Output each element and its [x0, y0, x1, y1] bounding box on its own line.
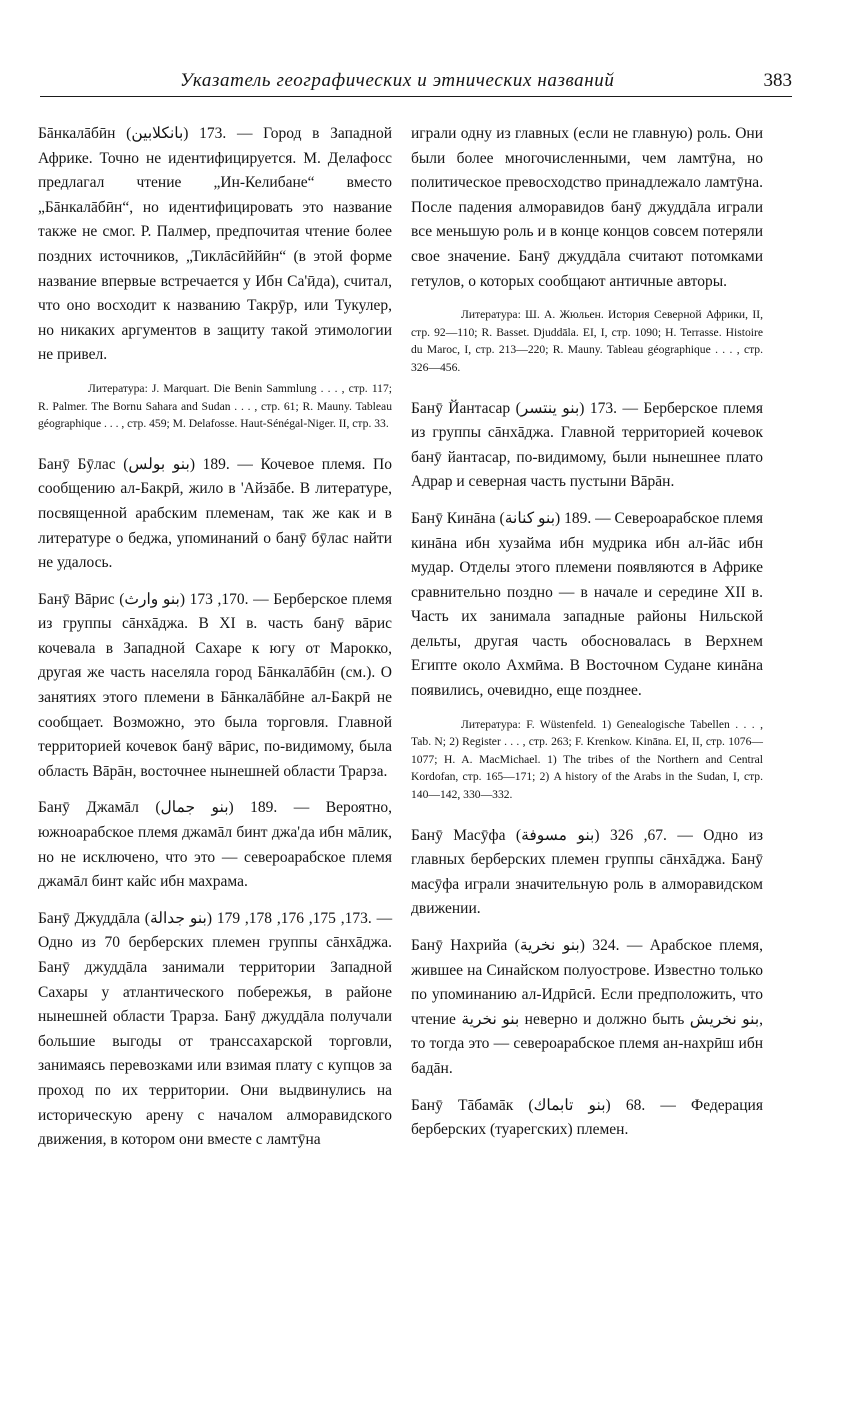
left-column	[38, 122, 392, 1165]
entry-banu-yantasar: Банӯ Йантасар (بنو ينتسر) 173. — Берберское племя из группы сāнхāджа. Главной территорией кочевок банӯ йантасар, по-видимому, были нынешнее плато Адрар и северная часть пустыни Вāрāн.	[411, 399, 763, 491]
entry-banu-nahriyya: Банӯ Нахрийа (بنو نخرية) 324. — Арабское племя, жившее на Синайском полуострове. Известно только по упоминанию ал-Идрӣсӣ. Если предположить, что чтение بنو نخرية неверно и должно быть بنو نخريش, то тогда это — североарабское племя ан-нахрӣш ибн бадāн.	[411, 937, 764, 1077]
right-column	[411, 122, 763, 1155]
literature-juddala: Литература: Ш. А. Жюльен. История Северной Африки, II, стр. 92—110; R. Basset. Djuddāla. EI, I, стр. 1090; H. Terrasse. Histoire du Maroc, I, стр. 213—220; R. Mauny. Tableau géographique . . . , стр. 326—456.	[411, 308, 763, 374]
entry-banu-masufa: Банӯ Масӯфа (بنو مسوفة) 67, 326. — Одно из главных берберских племен группы сāнхāджа. Банӯ масӯфа играли значительную роль в алморавидском движении.	[411, 826, 764, 918]
literature-bankalabin: Литература: J. Marquart. Die Benin Sammlung . . . , стр. 117; R. Palmer. The Bornu Sahara and Sudan . . . , стр. 61; R. Mauny. Tableau géographique . . . , стр. 459; M. Delafosse. Haut-Sénégal-Niger. II, стр. 33.	[38, 381, 392, 431]
entry-banu-jamal: Банӯ Джамāл (بنو جمال) 189. — Вероятно, южноарабское племя джамāл бинт джа'да ибн мāлик, но не исключено, что это — североарабское племя джамāл бинт кайс ибн махрама.	[38, 799, 392, 891]
entry-bankalabin: Бāнкалāбӣн (بانكلابين) 173. — Город в Западной Африке. Точно не идентифицируется. М. Делафосс предлагал чтение „Ин-Келибане“ вместо „Бāнкалāбӣн“, но идентифицировать это название также не смог. Р. Палмер, предпочитая чтение более поздних источников, „Тиклāсӣййӣн“ (в этой форме название впервые встречается у Ибн Са'ӣда), считал, что оно восходит к названию Такрӯр, или Тукулер, но никаких аргументов в защиту такой этимологии не привел.	[38, 125, 393, 364]
entry-banu-bulas: Банӯ Бӯлас (بنو بولس) 189. — Кочевое племя. По сообщению ал-Бакрӣ, жило в 'Айзāбе. В литературе, посвященной арабским племенам, так же как и в литературе о беджа, упоминаний о банӯ бӯлас найти не удалось.	[38, 455, 392, 572]
entry-banu-juddala: Банӯ Джуддāла (بنو جدالة) 173, 175, 176, 178, 179. — Одно из 70 берберских племен группы сāнхāджа. Банӯ джуддāла занимали территории Западной Сахары у атлантического побережья, в районе нынешней области Трарза. Банӯ джуддāла получали большие выгоды от транссахарской торговли, занимаясь перевозками или взимая плату с купцов за проход по их территории. Они выдвинулись на историческую арену с началом алморавидского движения, в котором они вместе с ламтӯна	[38, 909, 393, 1149]
literature-kinana: Литература: F. Wüstenfeld. 1) Genealogische Tabellen . . . , Tab. N; 2) Register . . . , стр. 263; F. Krenkow. Kināna. EI, II, стр. 1076—1077; H. A. MacMichael. 1) The tribes of the Northern and Central Kordofan, стр. 165—171; 2) A history of the Arabs in the Sudan, I, стр. 140—142, 330—332.	[411, 717, 763, 802]
header-title: Указатель географических и этнических названий	[180, 70, 615, 91]
entry-banu-kinana: Банӯ Кинāна (بنو كنانة) 189. — Североарабское племя кинāна ибн хузайма ибн мудрика ибн ал-йāс ибн мудар. Отделы этого племени появляются в Африке сравнительно поздно — в начале и середине XII в. Часть их занимала западные районы Нильской дельты, другая часть обосновалась в Верхнем Египте около Ахмӣма. В Восточном Судане кинāна появились, очевидно, еще позднее.	[411, 509, 764, 700]
page-number: 383	[763, 70, 792, 91]
running-header	[40, 70, 792, 97]
entry-banu-tabamak: Банӯ Тāбамāк (بنو تابماك) 68. — Федерация берберских (туарегских) племен.	[411, 1096, 763, 1139]
entry-banu-waris: Банӯ Вāрис (بنو وارث) 170, 173. — Берберское племя из группы сāнхāджа. В XI в. часть банӯ вāрис кочевала в Западной Сахаре к югу от Марокко, другая же часть населяла город Бāнкалāбӣн (см.). О занятиях этого племени в Бāнкалāбӣне ал-Бакрӣ не сообщает. Возможно, это была торговля. Главной территорией кочевок банӯ вāрис, по-видимому, была область Вāрāн, восточнее нынешней области Трарза.	[38, 590, 392, 780]
entry-juddala-continued: играли одну из главных (если не главную) роль. Они были более многочисленными, чем ламтӯна, но политическое превосходство принадлежало ламтӯна. После падения алморавидов банӯ джуддāла играли все меньшую роль и в конце концов совсем потеряли свое значение. Банӯ джуддāла считают потомками гетулов, о которых сообщают античные авторы.	[411, 125, 763, 290]
